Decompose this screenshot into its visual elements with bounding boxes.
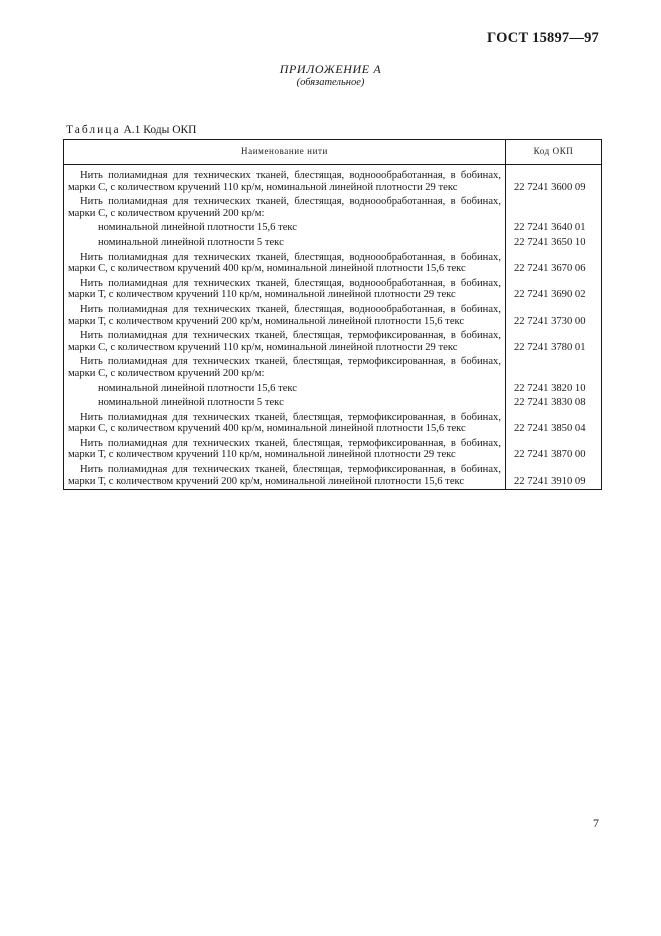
row-thread-name-text: Нить полиамидная для технических тканей, блестящая, термофиксированная, в бобинах, марки С, с количеством кручений 110 кр/м, номинальной линейной плотности 29 текс [68, 330, 501, 353]
row-thread-name-text: Нить полиамидная для технических тканей, блестящая, водноообработанная, в бобинах, марки С, с количеством кручений 400 кр/м, номинальной линейной плотности 15,6 текс [68, 251, 501, 275]
annex-title: ПРИЛОЖЕНИЕ А [279, 62, 382, 76]
row-thread-name [64, 411, 506, 437]
table-caption-label: Таблица [66, 124, 121, 136]
row-okp-code [506, 195, 602, 221]
row-thread-name-text: Нить полиамидная для технических тканей, блестящая, водноообработанная, в бобинах, марки Т, с количеством кручений 200 кр/м, номинальной линейной плотности 15,6 текс [68, 303, 501, 327]
row-thread-name-text: Нить полиамидная для технических тканей, блестящая, термофиксированная, в бобинах, марки С, с количеством кручений 200 кр/м: [68, 356, 501, 379]
row-okp-code: 22 7241 3780 01 [514, 341, 586, 353]
row-thread-name-text: Нить полиамидная для технических тканей, блестящая, водноообработанная, в бобинах, марки С, с количеством кручений 200 кр/м: [68, 196, 501, 219]
row-thread-name [64, 463, 506, 490]
table-row [64, 437, 602, 463]
table-row [64, 463, 602, 490]
row-okp-code: 22 7241 3690 02 [514, 289, 586, 301]
row-okp-code: 22 7241 3830 08 [514, 397, 586, 409]
row-okp-code: 22 7241 3850 04 [514, 423, 586, 435]
column-header-thread-name: Наименование нити [64, 140, 506, 165]
row-okp-code: 22 7241 3820 10 [514, 382, 586, 394]
row-thread-name: номинальной линейной плотности 15,6 текс [64, 221, 506, 236]
row-okp-code: 22 7241 3650 10 [514, 236, 586, 248]
row-thread-name [64, 437, 506, 463]
table-row [64, 195, 602, 221]
table-row [64, 329, 602, 355]
row-okp-code: 22 7241 3670 06 [514, 263, 586, 275]
row-thread-name-text: Нить полиамидная для технических тканей, блестящая, водноообработанная, в бобинах, марки С, с количеством кручений 110 кр/м, номинальной линейной плотности 29 текс [68, 170, 501, 193]
row-thread-name: номинальной линейной плотности 15,6 текс [64, 382, 506, 397]
table-row [64, 396, 602, 411]
row-okp-code [506, 355, 602, 381]
table-row [64, 277, 602, 303]
table-caption [66, 124, 197, 136]
table-row [64, 382, 602, 397]
row-okp-code: 22 7241 3600 09 [514, 181, 586, 193]
row-thread-name: номинальной линейной плотности 5 текс [64, 236, 506, 251]
table-row [64, 355, 602, 381]
table-row [64, 236, 602, 251]
table-row [64, 221, 602, 236]
row-thread-name [64, 165, 506, 196]
table-header-row [64, 140, 602, 165]
table-row [64, 411, 602, 437]
row-thread-name [64, 303, 506, 329]
row-thread-name-text: Нить полиамидная для технических тканей, блестящая, термофиксированная, в бобинах, марки Т, с количеством кручений 110 кр/м, номинальной линейной плотности 29 текс [68, 437, 501, 461]
table-caption-title: А.1 Коды ОКП [120, 124, 197, 136]
row-okp-code: 22 7241 3870 00 [514, 449, 586, 461]
column-header-okp-code: Код ОКП [506, 140, 602, 165]
table-row [64, 165, 602, 196]
row-thread-name [64, 251, 506, 277]
row-thread-name [64, 355, 506, 381]
row-thread-name-text: Нить полиамидная для технических тканей, блестящая, термофиксированная, в бобинах, марки С, с количеством кручений 400 кр/м, номинальной линейной плотности 15,6 текс [68, 411, 501, 435]
row-thread-name [64, 195, 506, 221]
row-okp-code: 22 7241 3730 00 [514, 315, 586, 327]
document-code: ГОСТ 15897—97 [487, 30, 599, 46]
table-row [64, 251, 602, 277]
row-thread-name: номинальной линейной плотности 5 текс [64, 396, 506, 411]
annex-subtitle: (обязательное) [296, 77, 365, 88]
row-okp-code: 22 7241 3640 01 [514, 222, 586, 234]
row-okp-code: 22 7241 3910 09 [514, 475, 586, 487]
row-thread-name-text: Нить полиамидная для технических тканей, блестящая, термофиксированная, в бобинах, марки Т, с количеством кручений 200 кр/м, номинальной линейной плотности 15,6 текс [68, 464, 501, 487]
row-thread-name [64, 329, 506, 355]
row-thread-name [64, 277, 506, 303]
table-row [64, 303, 602, 329]
page-number: 7 [593, 816, 599, 830]
row-thread-name-text: Нить полиамидная для технических тканей, блестящая, водноообработанная, в бобинах, марки Т, с количеством кручений 110 кр/м, номинальной линейной плотности 29 текс [68, 277, 501, 301]
annex-heading [0, 62, 661, 89]
okp-codes-table [63, 139, 602, 490]
